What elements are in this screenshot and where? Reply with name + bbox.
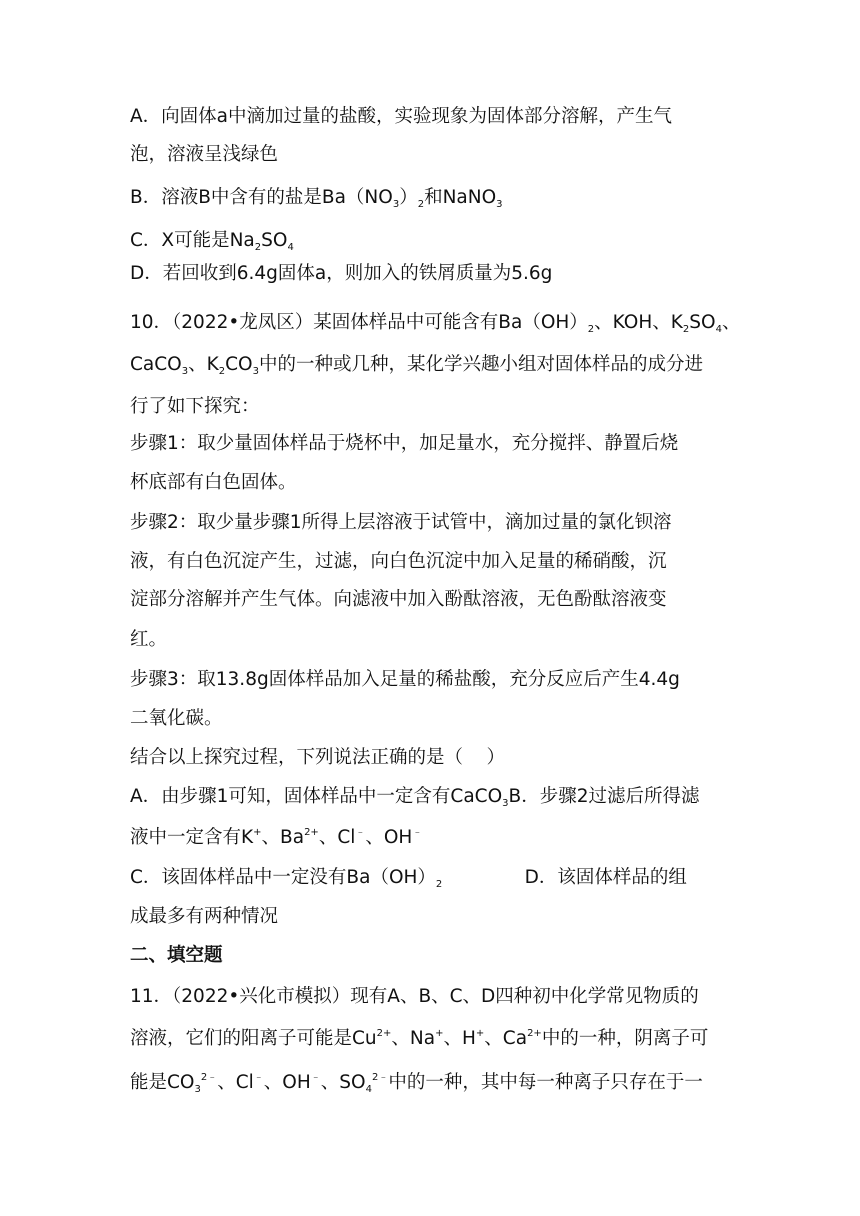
text-segment: 、Cl	[318, 827, 356, 848]
text-segment: 二氧化碳。	[130, 708, 223, 729]
text-segment: 、H	[443, 1028, 476, 1049]
text-segment: 、Cl	[217, 1072, 254, 1093]
text-segment: A．向固体a中滴加过量的盐酸，实验现象为固体部分溶解，产生气	[130, 106, 672, 127]
text-segment: 成最多有两种情况	[130, 906, 279, 927]
q10-step2-2	[130, 550, 667, 574]
text-segment: 、	[721, 312, 741, 333]
q10-options-cd-2	[130, 905, 278, 929]
text-segment: 、Ba	[261, 827, 305, 848]
q10-step1-2	[130, 471, 297, 495]
subscript: 3	[392, 199, 400, 210]
superscript: 2+	[304, 827, 319, 838]
text-segment: 步骤2：取少量步骤1所得上层溶液于试管中，滴加过量的氯化钡溶	[130, 512, 672, 533]
q9-option-c	[130, 229, 294, 253]
superscript: +	[475, 1028, 485, 1039]
superscript: 2﹣	[200, 1072, 218, 1083]
subscript: 3	[496, 199, 503, 210]
text-segment: 泡，溶液呈浅绿色	[130, 144, 279, 165]
text-segment: 液，有白色沉淀产生，过滤，向白色沉淀中加入足量的稀硝酸，沉	[130, 551, 667, 572]
subscript: 4	[715, 324, 722, 335]
q9-option-a-1	[130, 105, 672, 129]
text-segment: 二、填空题	[130, 945, 223, 966]
text-segment: 步骤3：取13.8g固体样品加入足量的稀盐酸，充分反应后产生4.4g	[130, 669, 680, 690]
subscript: 4	[287, 242, 294, 253]
superscript: ﹣	[412, 827, 423, 838]
text-segment: 、Na	[391, 1028, 436, 1049]
q9-option-d	[130, 262, 552, 286]
superscript: +	[253, 827, 262, 838]
text-segment: D．若回收到6.4g固体a，则加入的铁屑质量为5.6g	[130, 263, 553, 284]
text-segment: 红。	[130, 629, 168, 650]
text-segment: CaCO	[130, 354, 182, 375]
subscript: 2	[682, 324, 690, 335]
text-segment: SO	[689, 312, 716, 333]
superscript: +	[435, 1028, 444, 1039]
subscript: 4	[365, 1084, 372, 1095]
text-segment: 、SO	[320, 1072, 366, 1093]
q10-step3-1	[130, 668, 680, 692]
superscript: 2﹣	[371, 1072, 389, 1083]
subscript: 2	[587, 324, 595, 335]
text-segment: 液中一定含有K	[130, 827, 254, 848]
subscript: 2	[417, 199, 425, 210]
text-segment: SO	[261, 230, 288, 251]
q10-options-ab-1	[130, 785, 700, 809]
text-segment: 淀部分溶解并产生气体。向滤液中加入酚酞溶液，无色酚酞溶液变	[130, 589, 667, 610]
subscript: 2	[254, 242, 262, 253]
text-segment: 溶液，它们的阳离子可能是Cu	[130, 1028, 377, 1049]
text-segment: 11．（2022•兴化市模拟）现有A、B、C、D四种初中化学常见物质的	[130, 986, 699, 1007]
text-segment: 中的一种或几种，某化学兴趣小组对固体样品的成分进	[258, 354, 703, 375]
q9-option-a-2	[130, 143, 278, 167]
q10-question	[130, 746, 505, 770]
q10-step1-1	[130, 432, 678, 456]
text-segment: B．步骤2过滤后所得滤	[508, 786, 700, 807]
q10-step2-3	[130, 588, 667, 612]
subscript: 3	[502, 798, 509, 809]
text-segment: 中的一种，阴离子可	[541, 1028, 709, 1049]
q10-step2-1	[130, 511, 672, 535]
subscript: 2	[218, 366, 226, 377]
q10-stem-2	[130, 353, 703, 377]
text-segment: 、KOH、K	[594, 312, 683, 333]
superscript: ﹣	[310, 1072, 321, 1083]
q10-step2-4	[130, 628, 167, 652]
text-segment: C．X可能是Na	[130, 230, 255, 251]
subscript: 2	[435, 879, 443, 890]
q10-options-ab-2	[130, 826, 422, 850]
text-segment: 、K	[188, 354, 219, 375]
q10-options-cd-1	[130, 866, 687, 890]
subscript: 3	[181, 366, 189, 377]
text-segment: A．由步骤1可知，固体样品中一定含有CaCO	[130, 786, 503, 807]
text-segment: 结合以上探究过程，下列说法正确的是（ ）	[130, 747, 506, 768]
text-segment: 步骤1：取少量固体样品于烧杯中，加足量水，充分搅拌、静置后烧	[130, 433, 679, 454]
section-fill-blank	[130, 944, 223, 968]
subscript: 3	[252, 366, 259, 377]
text-segment: 10．（2022•龙凤区）某固体样品中可能含有Ba（OH）	[130, 312, 588, 333]
text-segment: CO	[225, 354, 253, 375]
text-segment: 能是CO	[130, 1072, 195, 1093]
q11-stem-3	[130, 1071, 703, 1095]
q11-stem-2	[130, 1027, 708, 1051]
text-segment: 行了如下探究：	[130, 396, 260, 417]
text-segment: B．溶液B中含有的盐是Ba（NO	[130, 187, 393, 208]
text-segment: 、Ca	[484, 1028, 528, 1049]
q10-step3-2	[130, 707, 223, 731]
text-segment: 、OH	[263, 1072, 311, 1093]
superscript: ﹣	[355, 827, 366, 838]
text-segment: 杯底部有白色固体。	[130, 472, 297, 493]
text-segment: 、OH	[365, 827, 413, 848]
q10-stem-3	[130, 395, 260, 419]
superscript: ﹣	[253, 1072, 264, 1083]
superscript: 2+	[376, 1028, 392, 1039]
subscript: 3	[194, 1084, 201, 1095]
text-segment: ）	[399, 187, 418, 208]
q11-stem-1	[130, 985, 699, 1009]
text-segment: C．该固体样品中一定没有Ba（OH）	[130, 867, 436, 888]
text-segment: 和NaNO	[424, 187, 497, 208]
text-segment: 中的一种，其中每一种离子只存在于一	[388, 1072, 703, 1093]
q10-stem-1	[130, 311, 740, 335]
text-segment: D．该固体样品的组	[442, 867, 687, 888]
q9-option-b	[130, 186, 503, 210]
superscript: 2+	[527, 1028, 542, 1039]
